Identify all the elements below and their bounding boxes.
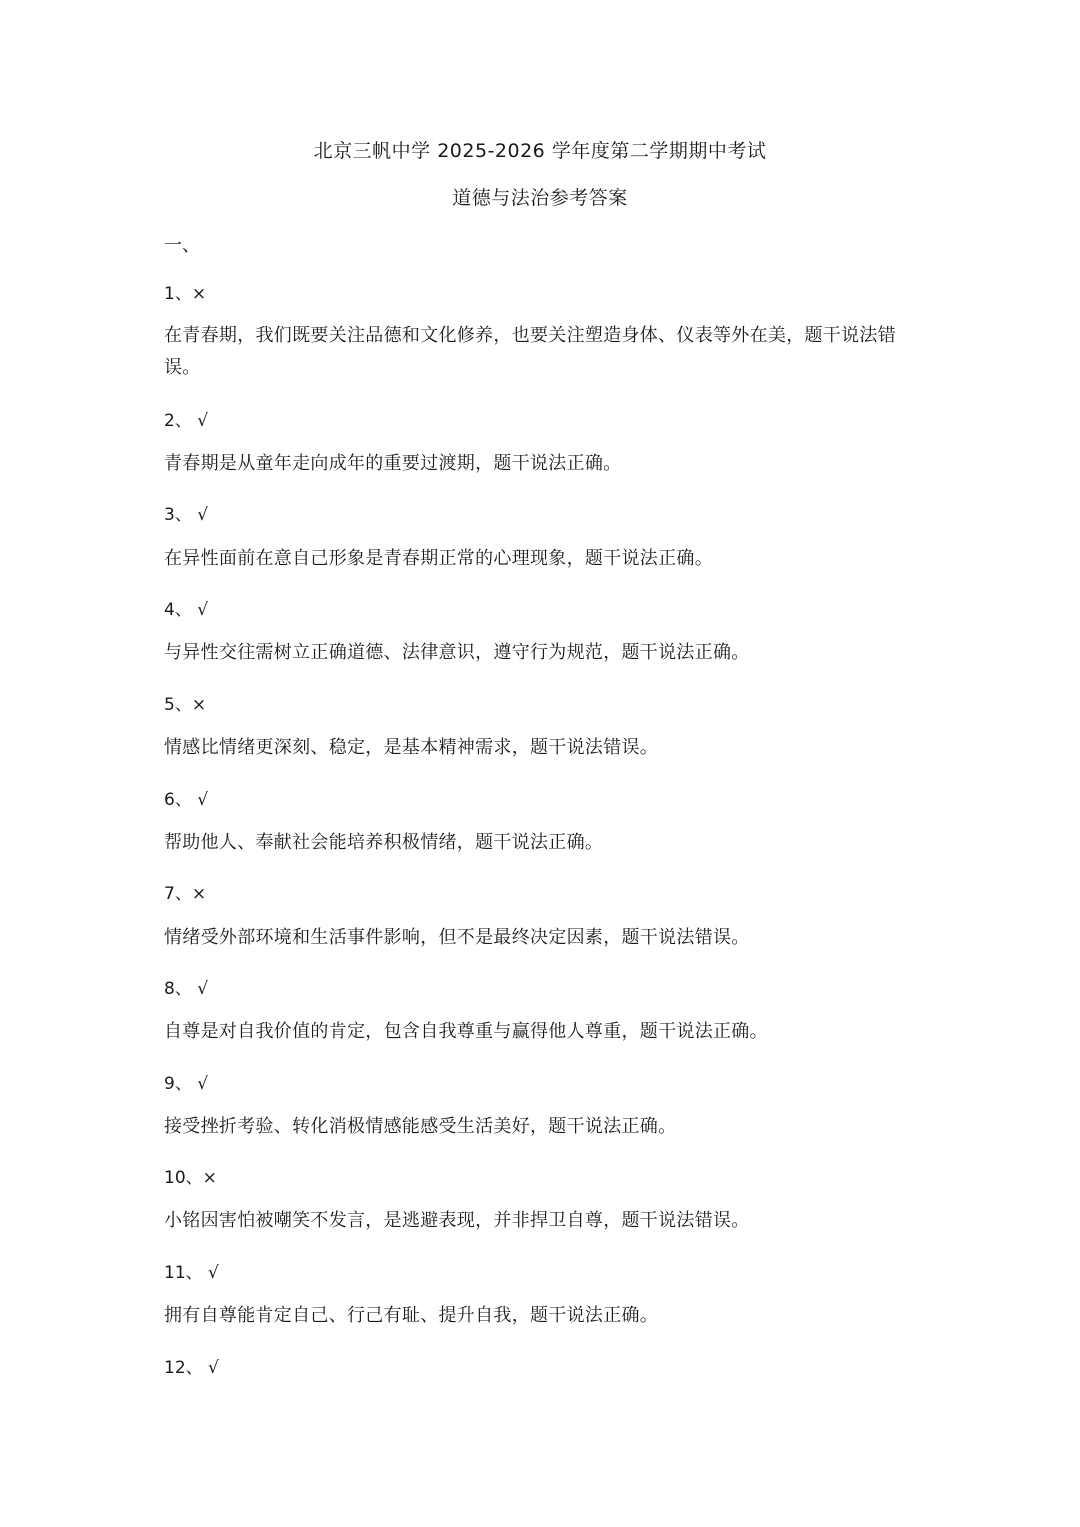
question-number: 11、 √ [164, 1263, 219, 1283]
question-explanation: 自尊是对自我价值的肯定，包含自我尊重与赢得他人尊重，题干说法正确。 [164, 1021, 768, 1042]
question-number: 5、× [164, 695, 207, 715]
question-explanation: 情感比情绪更深刻、稳定，是基本精神需求，题干说法错误。 [164, 737, 659, 758]
question-explanation: 在异性面前在意自己形象是青春期正常的心理现象，题干说法正确。 [164, 548, 713, 569]
question-number: 6、 √ [164, 790, 209, 810]
question-explanation: 拥有自尊能肯定自己、行己有耻、提升自我，题干说法正确。 [164, 1305, 659, 1326]
question-explanation: 接受挫折考验、转化消极情感能感受生活美好，题干说法正确。 [164, 1116, 677, 1137]
question-number: 9、 √ [164, 1074, 209, 1094]
question-number: 2、 √ [164, 411, 209, 431]
document-subtitle: 道德与法治参考答案 [452, 187, 628, 209]
question-explanation: 帮助他人、奉献社会能培养积极情绪，题干说法正确。 [164, 832, 604, 853]
question-number: 7、× [164, 884, 207, 904]
document-title: 北京三帆中学 2025-2026 学年度第二学期期中考试 [313, 140, 767, 162]
question-number: 1、× [164, 284, 207, 304]
section-label: 一、 [164, 235, 200, 256]
question-number: 10、× [164, 1168, 217, 1188]
question-number: 3、 √ [164, 505, 209, 525]
question-number: 12、 √ [164, 1358, 219, 1378]
question-number: 4、 √ [164, 600, 209, 620]
question-explanation: 小铭因害怕被嘲笑不发言，是逃避表现，并非捍卫自尊，题干说法错误。 [164, 1210, 750, 1231]
question-explanation: 与异性交往需树立正确道德、法律意识，遵守行为规范，题干说法正确。 [164, 642, 750, 663]
question-number: 8、 √ [164, 979, 209, 999]
question-explanation: 在青春期，我们既要关注品德和文化修养，也要关注塑造身体、仪表等外在美，题干说法错误。 [164, 325, 896, 378]
question-explanation: 青春期是从童年走向成年的重要过渡期，题干说法正确。 [164, 453, 622, 474]
question-explanation: 情绪受外部环境和生活事件影响，但不是最终决定因素，题干说法错误。 [164, 927, 750, 948]
